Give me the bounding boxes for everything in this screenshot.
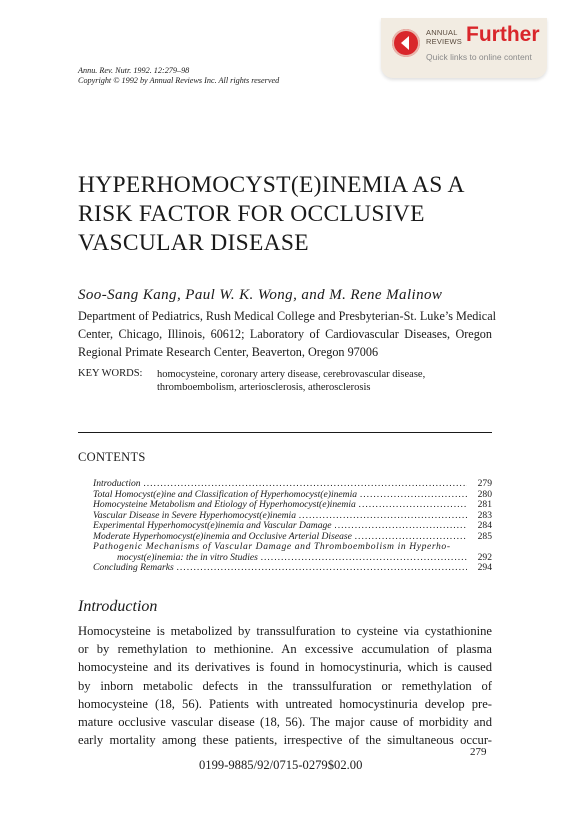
further-wordmark: Further [466, 23, 540, 46]
toc-leader [261, 553, 467, 564]
affiliation-line: Regional Primate Research Center, Beaverton, Oregon 97006 [78, 345, 379, 359]
body-line: or by remethylation to methionine. An excessive accumulation of plasma [78, 642, 492, 657]
keywords-list [157, 368, 425, 394]
toc-entry[interactable] [93, 500, 492, 511]
body-line: mature occlusive vascular disease (18, 56). The major cause of morbidity and [78, 715, 492, 730]
page-number: 279 [470, 746, 487, 758]
toc-label: Homocysteine Metabolism and Etiology of Hyperhomocyst(e)inemia [93, 499, 356, 510]
toc-page: 283 [477, 509, 492, 521]
article-title [78, 171, 498, 258]
keywords-line: thromboembolism, arteriosclerosis, atherosclerosis [157, 382, 371, 393]
reviews-text: REVIEWS [426, 37, 462, 46]
body-paragraph [78, 622, 492, 749]
body-line: homocysteine (18, 56). Patients with untreated homocystinuria develop pre- [78, 696, 492, 711]
affiliation-line: Department of Pediatrics, Rush Medical College and Presbyterian-St. Luke’s Medical [78, 309, 496, 323]
authors: Soo-Sang Kang, Paul W. K. Wong, and M. Rene Malinow [78, 287, 443, 303]
toc-leader [144, 479, 467, 490]
further-banner[interactable] [381, 18, 547, 78]
affiliation-line: Center, Chicago, Illinois, 60612; Laboratory of Cardiovascular Diseases, Oregon [78, 327, 492, 341]
toc-label: Vascular Disease in Severe Hyperhomocyst(e)inemia [93, 509, 297, 521]
toc-label: Introduction [93, 478, 141, 489]
toc-page: 281 [477, 499, 492, 510]
back-arrow-icon [392, 29, 420, 57]
toc-page: 285 [477, 530, 492, 542]
further-subtitle: Quick links to online content [426, 52, 532, 62]
toc-page: 292 [477, 551, 492, 563]
toc-label: Total Homocyst(e)ine and Classification of Hyperhomocyst(e)inemia [93, 488, 358, 500]
affiliation [78, 307, 496, 361]
journal-citation [78, 66, 279, 86]
annual-reviews-logo [426, 28, 462, 46]
toc-leader [359, 500, 467, 511]
title-line: RISK FACTOR FOR OCCLUSIVE [78, 201, 425, 227]
toc-label: Experimental Hyperhomocyst(e)inemia and Vascular Damage [93, 520, 332, 531]
keywords-label: KEY WORDS: [78, 368, 143, 379]
toc-leader [335, 521, 467, 532]
divider [78, 432, 492, 433]
body-line: Homocysteine is metabolized by transsulfuration to cysteine via cystathionine [78, 624, 492, 638]
toc-label: mocyst(e)inemia: the in vitro Studies [117, 551, 258, 563]
toc-label: Moderate Hyperhomocyst(e)inemia and Occlusive Arterial Disease [93, 530, 352, 542]
toc-entry[interactable] [93, 479, 492, 490]
table-of-contents [93, 479, 492, 574]
toc-leader [177, 563, 467, 574]
contents-heading: CONTENTS [78, 450, 146, 464]
toc-page: 280 [477, 488, 492, 500]
body-line: homocysteine and its derivatives is found in homocystinuria, which is caused [78, 660, 492, 675]
toc-entry[interactable] [93, 521, 492, 532]
toc-page: 284 [477, 520, 492, 531]
toc-label: Concluding Remarks [93, 562, 174, 573]
keywords-line: homocysteine, coronary artery disease, cerebrovascular disease, [157, 369, 426, 380]
body-line: by inborn metabolic defects in the transsulfuration or remethylation of [78, 678, 492, 693]
body-line: early mortality among these patients, irrespective of the simultaneous occur- [78, 733, 492, 748]
citation-line: Annu. Rev. Nutr. 1992. 12:279–98 [78, 66, 190, 75]
issn-code: 0199-9885/92/0715-0279$02.00 [199, 758, 363, 772]
toc-leader [360, 490, 467, 501]
title-line: VASCULAR DISEASE [78, 230, 309, 256]
section-heading: Introduction [78, 598, 158, 615]
toc-page: 279 [477, 478, 492, 489]
copyright-line: Copyright © 1992 by Annual Reviews Inc. All rights reserved [78, 76, 280, 85]
toc-entry[interactable] [93, 563, 492, 574]
toc-label[interactable]: Pathogenic Mechanisms of Vascular Damage and Thromboembolism in Hyperho- [93, 541, 451, 552]
annual-text: ANNUAL [426, 28, 458, 37]
title-line: HYPERHOMOCYST(E)INEMIA AS A [78, 172, 465, 198]
toc-page: 294 [477, 562, 492, 573]
